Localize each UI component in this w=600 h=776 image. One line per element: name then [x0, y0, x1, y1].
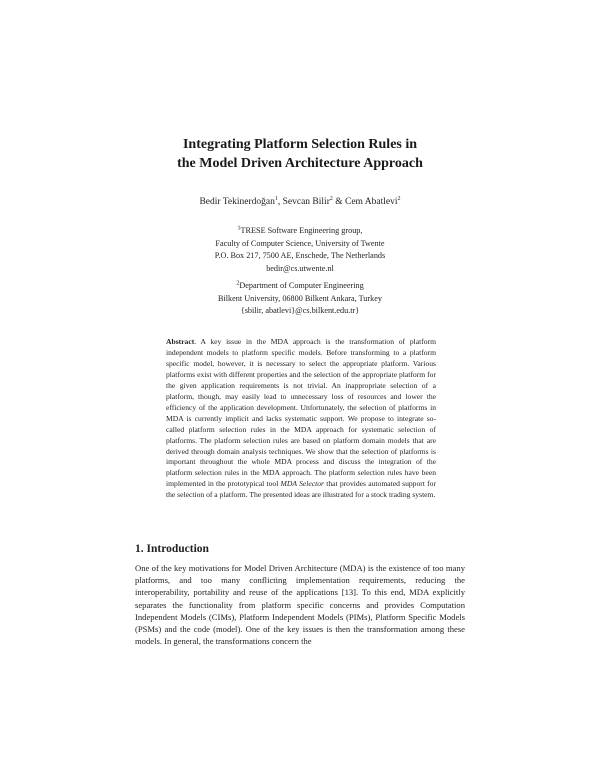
author-name: Cem Abatlevi: [345, 197, 398, 207]
affiliation-line: [0, 225, 600, 238]
affiliation-email: bedir@cs.utwente.nl: [266, 263, 334, 273]
affiliation-text: Department of Computer Engineering: [239, 281, 364, 290]
affiliation-superscript: 2: [236, 280, 240, 287]
author-separator: ,: [277, 197, 283, 207]
abstract-label: Abstract: [166, 337, 195, 346]
title-line-1: Integrating Platform Selection Rules in: [182, 137, 418, 152]
affiliation-line: P.O. Box 217, 7500 AE, Enschede, The Netherlands: [214, 251, 386, 260]
author-separator: &: [332, 197, 345, 207]
affiliation-line: Faculty of Computer Science, University of Twente: [215, 238, 385, 248]
affiliation-superscript: 1: [237, 225, 241, 232]
affiliation-email: {sbilir, abatlevi}@cs.bilkent.edu.tr}: [240, 306, 360, 315]
author-superscript: 2: [397, 195, 401, 202]
author-superscript: 1: [274, 195, 278, 202]
author-list: [0, 197, 600, 207]
affiliation-1: [0, 225, 600, 275]
affiliation-2: [0, 280, 600, 318]
paper-title: [0, 135, 600, 173]
section-heading: 1. Introduction: [135, 543, 209, 555]
tool-name: MDA Selector: [280, 479, 324, 489]
body-paragraph: One of the key motivations for Model Driven Architecture (MDA) is the existence of too many platforms, and too many conflicting implementation requirements, reducing the interoperability, portability and reuse of the applications [13]. To this end, MDA explicitly separates the functionality from platform specific concerns and provides Computation Independent Models (CIMs), Platform Independent Models (PIMs), Platform Specific Models (PSMs) and the code (model). One of the key issues is then the transformation among these models. In general, the transformations concern the: [135, 563, 465, 647]
author-superscript: 2: [329, 195, 333, 202]
affiliation-line: Bilkent University, 06800 Bilkent Ankara, Turkey: [218, 293, 382, 303]
affiliation-line: [0, 280, 600, 293]
abstract-text: . A key issue in the MDA approach is the transformation of platform independent models to platform specific models. Before transforming to a platform specific model, however, it is necessary to select the appropriate platform. Various platforms exist with different properties and the selection of the appropriate platform for the given application requirements is not trivial. An inappropriate selection of a platform, though, may easily lead to unnecessary loss of resources and lower the efficiency of the application development. Unfortunately, the selection of platforms in MDA is currently implicit and lacks systematic support. We propose to integrate so-called platform selection rules in the MDA approach for systematic selection of platforms. The platform selection rules are based on platform domain models that are derived through domain analysis techniques. We show that the selection of platforms is important throughout the whole MDA process and discuss the integration of the platform selection rules in the MDA approach. The platform selection rules have been implemented in the prototypical tool: [166, 337, 436, 489]
author-name: Bedir Tekinerdoğan: [199, 197, 275, 207]
title-line-2: the Model Driven Architecture Approach: [177, 156, 423, 171]
author-name: Sevcan Bilir: [282, 197, 330, 207]
abstract-text: that provides automated support for the selection of a platform. The presented ideas are illustrated for a stock trading system.: [166, 479, 436, 500]
affiliation-text: TRESE Software Engineering group,: [240, 226, 363, 235]
abstract: [166, 337, 436, 501]
